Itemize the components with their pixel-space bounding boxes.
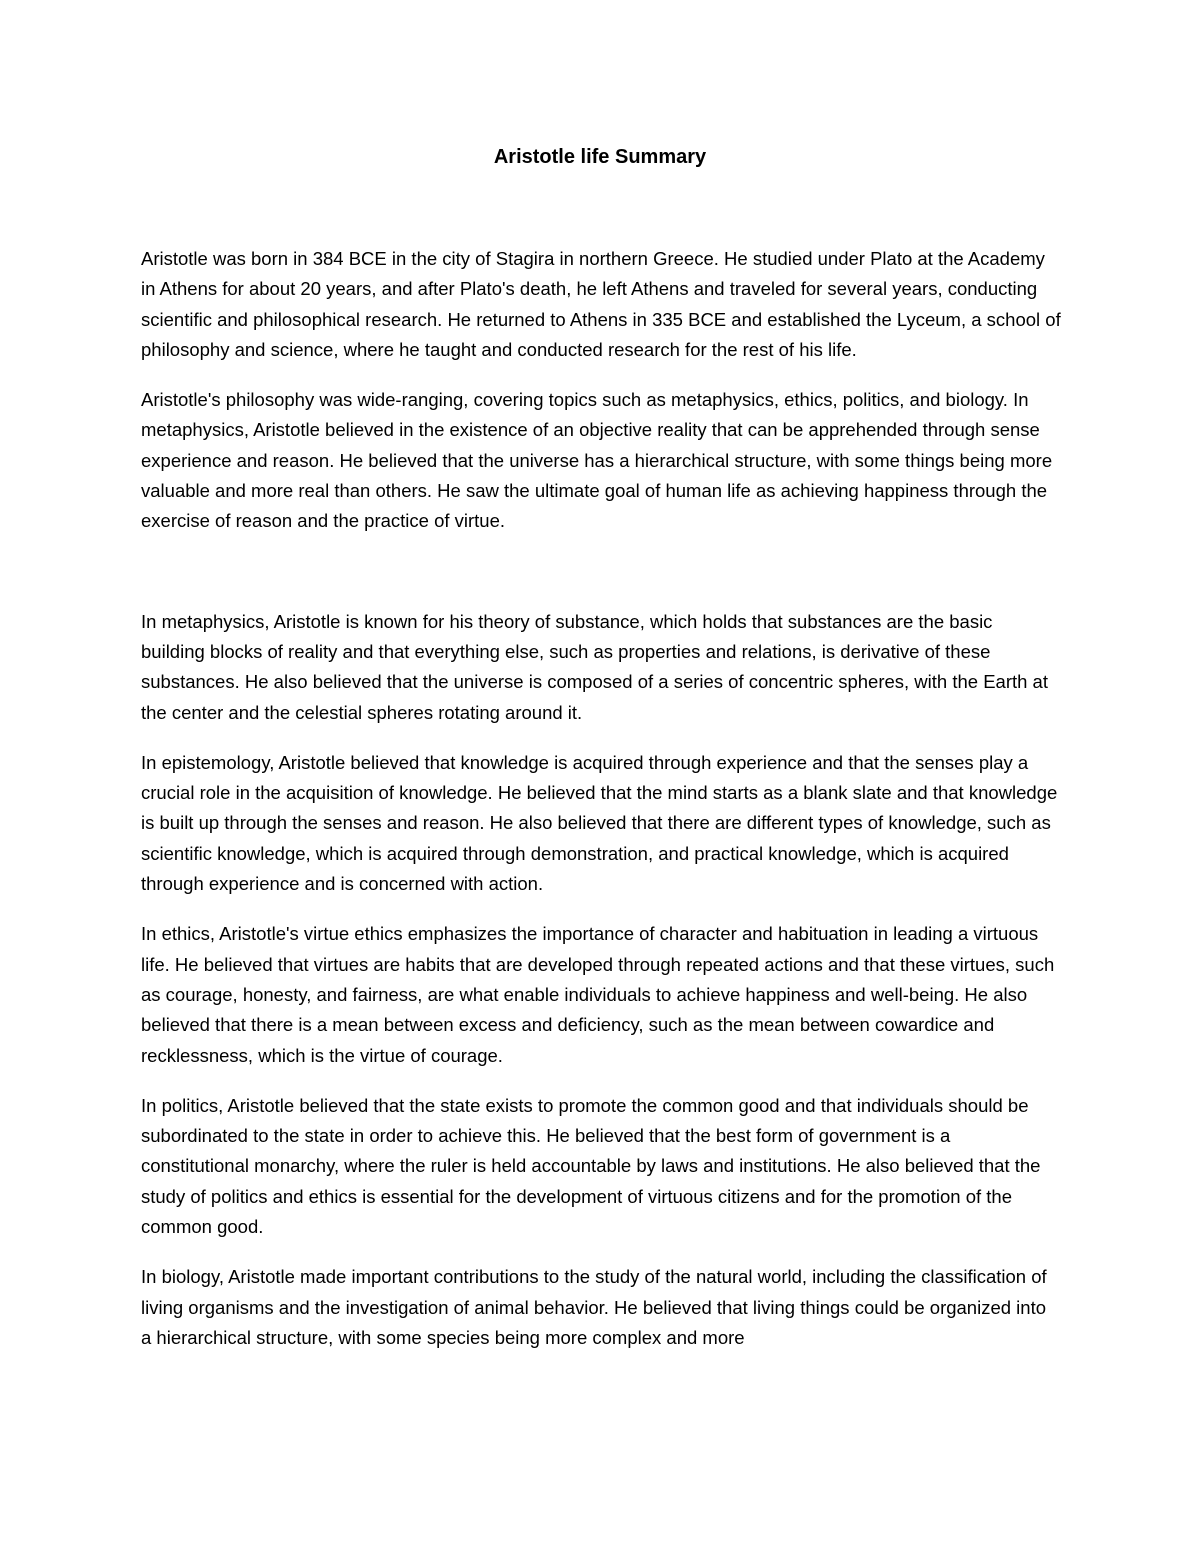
paragraph-biology: In biology, Aristotle made important contributions to the study of the natural world, including the classification of living organisms and the investigation of animal behavior. He believed that living things could be organized into a hierarchical structure, with some species being more complex and more bbox=[141, 1266, 1047, 1348]
paragraph-philosophy-overview: Aristotle's philosophy was wide-ranging, covering topics such as metaphysics, ethics, politics, and biology. In metaphysics, Aristotle believed in the existence of an objective reality that can be apprehended through sense experience and reason. He believed that the universe has a hierarchical structure, with some things being more valuable and more real than others. He saw the ultimate goal of human life as achieving happiness through the exercise of reason and the practice of virtue. bbox=[141, 389, 1053, 532]
paragraph-early-life: Aristotle was born in 384 BCE in the city of Stagira in northern Greece. He studied under Plato at the Academy in Athens for about 20 years, and after Plato's death, he left Athens and traveled for several years, conducting scientific and philosophical research. He returned to Athens in 335 BCE and established the Lyceum, a school of philosophy and science, where he taught and conducted research for the rest of his life. bbox=[141, 248, 1061, 360]
paragraph-epistemology: In epistemology, Aristotle believed that knowledge is acquired through experience and that the senses play a crucial role in the acquisition of knowledge. He believed that the mind starts as a blank slate and that knowledge is built up through the senses and reason. He also believed that there are different types of knowledge, such as scientific knowledge, which is acquired through demonstration, and practical knowledge, which is acquired through experience and is concerned with action. bbox=[141, 751, 1058, 895]
paragraph-politics: In politics, Aristotle believed that the state exists to promote the common good and that individuals should be subordinated to the state in order to achieve this. He believed that the best form of government is a constitutional monarchy, where the ruler is held accountable by laws and institutions. He also believed that the study of politics and ethics is essential for the development of virtuous citizens and for the promotion of the common good. bbox=[141, 1094, 1041, 1238]
document-body bbox=[141, 244, 1061, 1373]
paragraph-metaphysics: In metaphysics, Aristotle is known for his theory of substance, which holds that substances are the basic building blocks of reality and that everything else, such as properties and relations, is derivative of these substances. He also believed that the universe is composed of a series of concentric spheres, with the Earth at the center and the celestial spheres rotating around it. bbox=[141, 610, 1048, 723]
document-title: Aristotle life Summary bbox=[493, 146, 707, 168]
paragraph-ethics: In ethics, Aristotle's virtue ethics emphasizes the importance of character and habituation in leading a virtuous life. He believed that virtues are habits that are developed through repeated actions and that these virtues, such as courage, honesty, and fairness, are what enable individuals to achieve happiness and well-being. He also believed that there is a mean between excess and deficiency, such as the mean between cowardice and recklessness, which is the virtue of courage. bbox=[141, 923, 1055, 1066]
